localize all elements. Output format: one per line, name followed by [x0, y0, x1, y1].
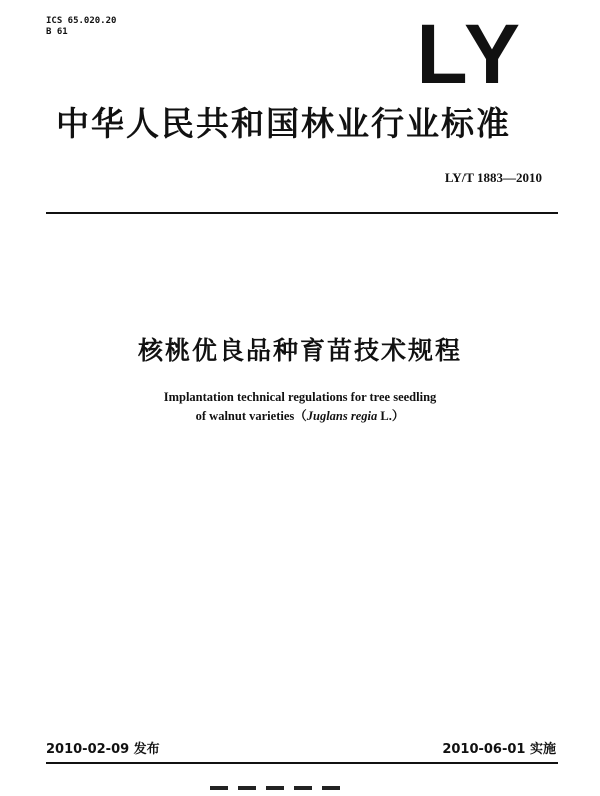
- chinese-title: 核桃优良品种育苗技术规程: [137, 336, 462, 365]
- english-title-line2: [0, 407, 600, 426]
- header-divider: [46, 212, 558, 214]
- ccs-code: B 61: [46, 27, 68, 37]
- standard-number: LY/T 1883—2010: [444, 170, 542, 185]
- issue-date: 2010-02-09 发布: [46, 742, 160, 757]
- organization-title: 中华人民共和国林业行业标准: [56, 104, 511, 143]
- ics-code: ICS 65.020.20: [46, 16, 117, 26]
- footer-divider: [46, 762, 558, 764]
- implementation-date: 2010-06-01 实施: [442, 742, 556, 757]
- ly-logo: LY: [416, 7, 524, 101]
- latin-name: Juglans regia: [306, 409, 378, 423]
- english-title-line1: Implantation technical regulations for tree seedling: [163, 390, 437, 404]
- footer-cut-text: [210, 786, 410, 796]
- english-title-suffix: L.）: [377, 409, 405, 423]
- english-title-prefix: of walnut varieties（: [195, 409, 307, 423]
- classification-codes: [46, 16, 116, 38]
- english-title: [0, 388, 600, 426]
